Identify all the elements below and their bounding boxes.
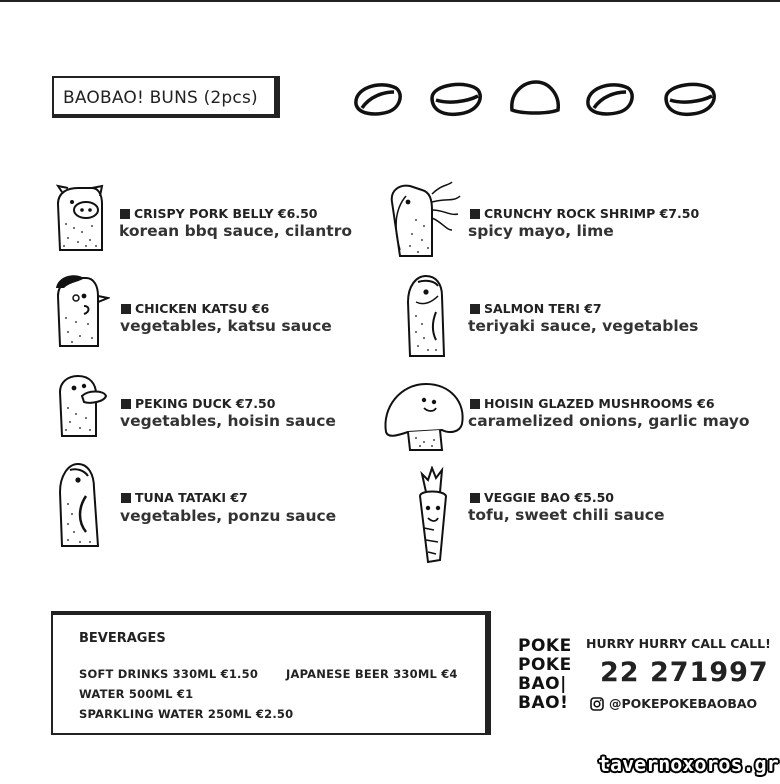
chicken-bun-icon: [50, 272, 110, 350]
menu-item-name-text: PEKING DUCK €7.50: [135, 396, 276, 411]
menu-item-name: [121, 396, 275, 411]
section-title: BAOBAO! BUNS (2pcs): [52, 76, 280, 118]
beverage-japanese-beer: JAPANESE BEER 330ML €4: [286, 667, 458, 681]
bullet-square: [120, 209, 130, 219]
logo-line: POKE: [518, 636, 572, 656]
menu-item-description: teriyaki sauce, vegetables: [468, 317, 699, 335]
watermark: tavernoxoros.gr: [598, 752, 779, 776]
bullet-square: [470, 493, 480, 503]
beverage-soft-drinks: SOFT DRINKS 330ML €1.50: [79, 667, 259, 681]
menu-item-name: [470, 396, 715, 411]
duck-bun-icon: [54, 374, 110, 440]
pig-bun-icon: [52, 184, 108, 256]
bullet-square: [470, 399, 480, 409]
menu-item-name-text: SALMON TERI €7: [484, 301, 602, 316]
logo-line: POKE: [518, 655, 572, 675]
instagram-icon: [590, 697, 604, 711]
beverage-sparkling-water: SPARKLING WATER 250ML €2.50: [79, 707, 294, 721]
menu-item-description: vegetables, katsu sauce: [120, 317, 332, 335]
bao-bun-icon: [352, 78, 404, 118]
logo-line: BAO|: [518, 674, 567, 694]
phone-number[interactable]: 22 271997: [600, 657, 769, 688]
instagram-handle-text: @POKEPOKEBAOBAO: [609, 696, 758, 711]
menu-item-name: [121, 490, 248, 505]
menu-item-name: [470, 206, 699, 221]
logo-line: BAO!: [518, 693, 569, 713]
brand-logo: [518, 637, 578, 713]
mushroom-icon: [382, 380, 466, 454]
menu-item-description: tofu, sweet chili sauce: [468, 506, 665, 524]
tagline: HURRY HURRY CALL CALL!: [586, 636, 771, 651]
menu-item-name-text: CHICKEN KATSU €6: [135, 301, 270, 316]
instagram-handle[interactable]: [590, 696, 757, 711]
menu-item-description: vegetables, ponzu sauce: [120, 507, 337, 525]
menu-item-name-text: TUNA TATAKI €7: [135, 490, 248, 505]
menu-item-name: [121, 301, 269, 316]
bao-bun-icon: [508, 78, 562, 118]
bao-bun-icon: [584, 78, 636, 118]
bullet-square: [121, 399, 131, 409]
bao-bun-icon: [428, 78, 484, 118]
top-rule: [0, 0, 780, 2]
beverages-box: [51, 611, 491, 735]
menu-item-description: korean bbq sauce, cilantro: [119, 222, 352, 240]
menu-item-description: caramelized onions, garlic mayo: [468, 412, 750, 430]
menu-item-name-text: HOISIN GLAZED MUSHROOMS €6: [484, 396, 715, 411]
menu-item-description: vegetables, hoisin sauce: [120, 412, 336, 430]
menu-item-description: spicy mayo, lime: [468, 222, 614, 240]
shrimp-bun-icon: [386, 180, 466, 262]
bullet-square: [121, 493, 131, 503]
carrot-icon: [410, 466, 456, 566]
menu-item-name-text: CRISPY PORK BELLY €6.50: [134, 206, 318, 221]
bao-bun-icon: [662, 78, 718, 118]
menu-item-name: [470, 490, 614, 505]
menu-item-name-text: CRUNCHY ROCK SHRIMP €7.50: [484, 206, 700, 221]
bullet-square: [470, 304, 480, 314]
bullet-square: [121, 304, 131, 314]
tuna-bun-icon: [56, 460, 106, 552]
bullet-square: [470, 209, 480, 219]
salmon-bun-icon: [402, 272, 452, 360]
menu-item-name: [120, 206, 317, 221]
beverages-title: BEVERAGES: [79, 631, 166, 646]
beverage-water: WATER 500ML €1: [79, 687, 194, 701]
menu-item-name-text: VEGGIE BAO €5.50: [484, 490, 614, 505]
menu-item-name: [470, 301, 602, 316]
